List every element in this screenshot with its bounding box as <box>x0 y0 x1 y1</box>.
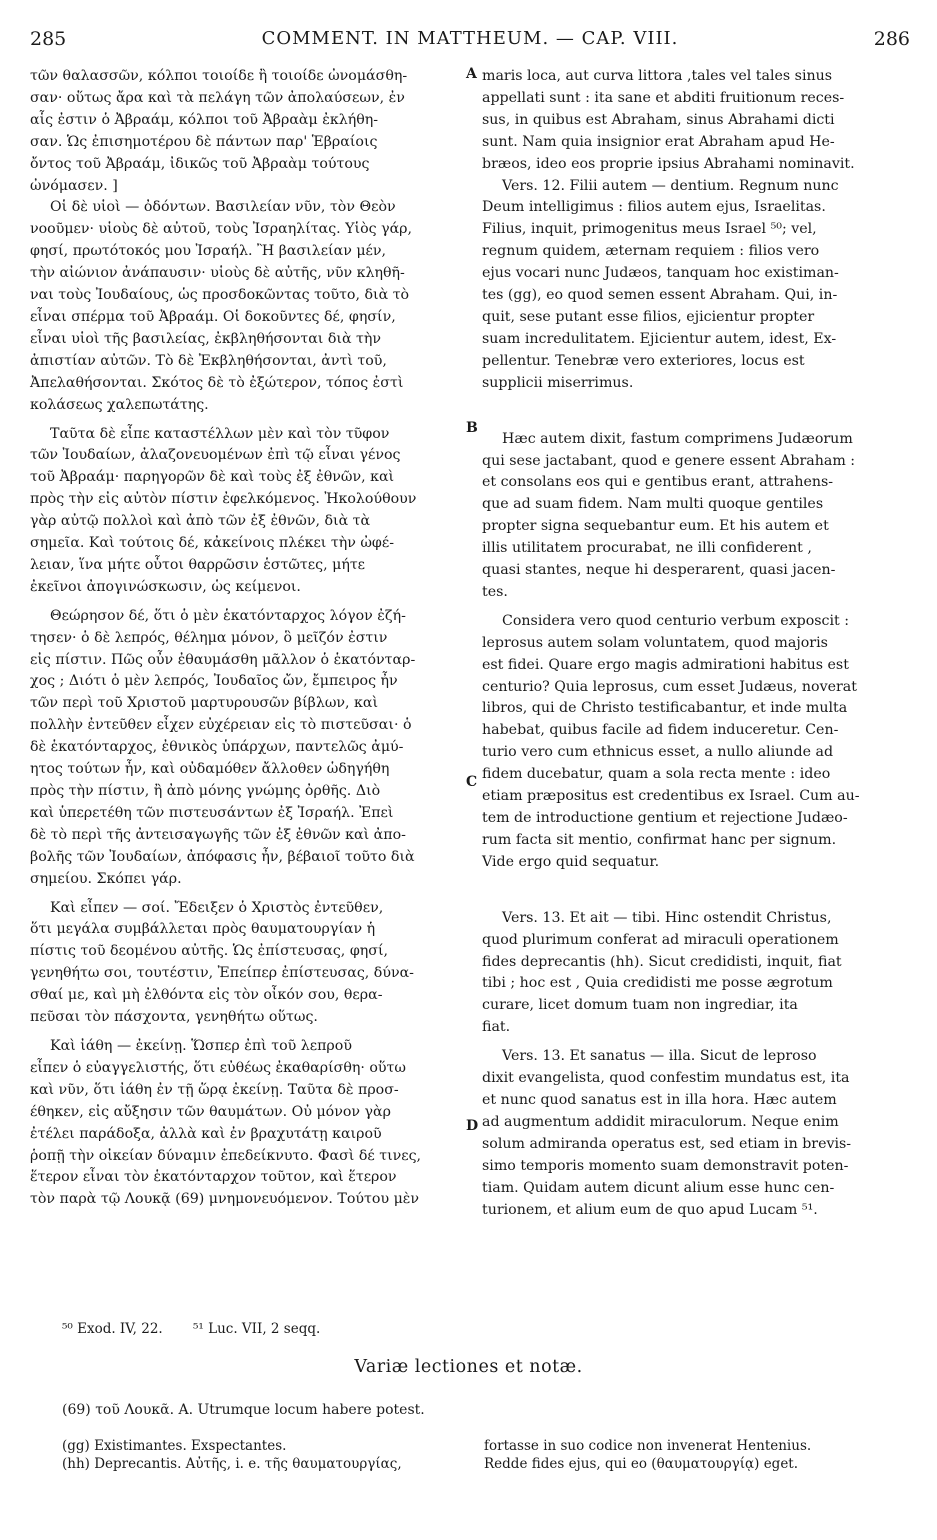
latin-line: bræos, ideo eos proprie ipsius Abrahami nominavit. <box>482 155 855 172</box>
greek-line: εἶναι υἱοὶ τῆς βασιλείας, ἐκβληθήσονται διὰ τὴν <box>30 330 382 347</box>
latin-line: que ad suam fidem. Nam multi quoque gentiles <box>482 496 824 513</box>
greek-line: τῶν θαλασσῶν, κόλποι τοιοίδε ἢ τοιοίδε ὠνομάσθη- <box>30 68 408 84</box>
footnote: ⁵⁰ Exod. IV, 22. <box>62 1321 163 1337</box>
greek-line: ἀπιστίαν αὐτῶν. Τὸ δὲ Ἐκβληθήσονται, ἀντὶ τοῦ, <box>30 352 387 369</box>
greek-line: ἕτερον εἶναι τὸν ἑκατόνταρχον τοῦτον, καὶ ἕτερον <box>30 1169 397 1186</box>
footnotes <box>62 1321 346 1337</box>
greek-line: φησί, πρωτότοκός μου Ἰσραήλ. Ἢ βασιλείαν μέν, <box>30 243 387 260</box>
latin-line: quasi stantes, neque hi desperarent, quasi jacen- <box>482 562 836 579</box>
greek-line: εἶναι σπέρμα τοῦ Ἀβραάμ. Οἱ δοκοῦντες δέ, φησίν, <box>30 308 396 325</box>
greek-line: ναι τοὺς Ἰουδαίους, ὡς προσδοκῶντας τοῦτο, διὰ τὸ <box>30 287 410 304</box>
latin-line: propter signa sequebantur eum. Et his autem et <box>482 518 829 535</box>
latin-line: Vers. 13. Et sanatus — illa. Sicut de leproso <box>502 1048 817 1065</box>
greek-line: δὲ ἑκατόνταρχος, ἐθνικὸς ὑπάρχων, παντελῶς ἀμύ- <box>30 739 404 756</box>
greek-line: καὶ νῦν, ὅτι ἰάθη ἐν τῇ ὥρᾳ ἐκείνῃ. Ταῦτα δὲ προσ- <box>30 1081 399 1098</box>
greek-line: κολάσεως χαλεπωτάτης. <box>30 396 209 413</box>
greek-line: τὸν παρὰ τῷ Λουκᾷ (69) μνημονευόμενον. Τούτου μὲν <box>30 1191 420 1208</box>
greek-line: σημεῖα. Καὶ τούτοις δέ, κἀκείνοις πλέκει τὴν ὠφέ- <box>30 535 395 552</box>
latin-line: qui sese jactabant, quod e genere essent Abraham : <box>482 452 856 469</box>
latin-line: dixit evangelista, quod confestim mundatus est, ita <box>482 1070 850 1087</box>
latin-line: sus, in quibus est Abraham, sinus Abrahami dicti <box>482 111 835 128</box>
greek-line: ῥοπῇ τὴν οἰκείαν δύναμιν ἐπεδείκνυτο. Φασὶ δέ τινες, <box>30 1147 422 1164</box>
latin-line: sunt. Nam quia insignior erat Abraham apud He- <box>482 133 835 150</box>
latin-line: illis utilitatem procurabat, ne illi confiderent , <box>482 540 812 557</box>
latin-line: appellati sunt : ita sane et abditi fruitionum reces- <box>482 89 845 106</box>
latin-line: tes (gg), eo quod semen essent Abraham. Qui, in- <box>482 287 838 304</box>
latin-line: leprosus autem solam voluntatem, quod majoris <box>482 634 828 651</box>
latin-line: turio vero cum ethnicus esset, a nullo aliunde ad <box>482 744 834 761</box>
latin-line: tibi ; hoc est , Quia credidisti me posse ægrotum <box>482 975 833 992</box>
greek-line: ἐκεῖνοι ἀπογινώσκωσιν, ὡς κείμενοι. <box>30 578 301 595</box>
greek-line: σθαί με, καὶ μὴ ἐλθόντα εἰς τὸν οἶκόν σου, θερα- <box>30 987 383 1004</box>
greek-line: ὄντος τοῦ Ἀβραάμ, ἰδικῶς τοῦ Ἀβραὰμ τούτους <box>30 155 370 172</box>
margin-letter-b: B <box>466 420 478 436</box>
footnote: ⁵¹ Luc. VII, 2 seqq. <box>193 1321 321 1337</box>
latin-line: ad augmentum addidit miraculorum. Neque enim <box>482 1113 839 1130</box>
greek-line: αἷς ἐστιν ὁ Ἀβραάμ, κόλποι τοῦ Ἀβραὰμ ἐκλήθη- <box>30 111 379 128</box>
greek-line: γὰρ αὐτῷ πολλοὶ καὶ ἀπὸ τῶν ἐξ ἐθνῶν, διὰ τὰ <box>30 513 371 530</box>
latin-column <box>482 66 902 1221</box>
variant-note: (hh) Deprecantis. Αὐτῆς, i. e. τῆς θαυματουργίας, <box>62 1456 402 1472</box>
variant-note: fortasse in suo codice non invenerat Hentenius. <box>484 1438 812 1454</box>
greek-line: νοοῦμεν· υἱοὺς δὲ αὐτοῦ, τοὺς Ἰσραηλίτας. Υἱὸς γάρ, <box>30 221 413 238</box>
greek-line: Ταῦτα δὲ εἶπε καταστέλλων μὲν καὶ τὸν τῦφον <box>50 425 390 442</box>
margin-letter-a: A <box>466 66 477 82</box>
greek-line: χος ; Διότι ὁ μὲν λεπρός, Ἰουδαῖος ὤν, ἔμπειρος ἦν <box>30 673 398 690</box>
latin-line: simo temporis momento suam demonstravit poten- <box>482 1157 849 1174</box>
greek-line: τὴν αἰώνιον ἀνάπαυσιν· υἱοὺς δὲ αὐτῆς, νῦν κληθῆ- <box>30 265 405 282</box>
latin-line: regnum quidem, æternam requiem : filios vero <box>482 243 820 260</box>
latin-line: Vers. 13. Et ait — tibi. Hinc ostendit Christus, <box>502 909 832 926</box>
greek-line: πεῦσαι τὸν πάσχοντα, γενηθήτω οὕτως. <box>30 1009 318 1026</box>
greek-line: ὠνόμασεν. ] <box>30 177 118 194</box>
latin-line: ejus vocari nunc Judæos, tanquam hoc existiman- <box>482 265 839 282</box>
margin-letter-d: D <box>466 1118 479 1134</box>
latin-line: habebat, quibus facile ad fidem induceretur. Cen- <box>482 722 839 739</box>
greek-line: λειαν, ἵνα μήτε οὗτοι θαρρῶσιν ἑστῶτες, μήτε <box>30 556 366 573</box>
latin-line: tes. <box>482 583 508 600</box>
greek-line: εἶπεν ὁ εὐαγγελιστής, ὅτι εὐθέως ἐκαθαρίσθη· οὕτω <box>30 1059 406 1076</box>
greek-line: ητος τούτων ἦν, καὶ οὐδαμόθεν ἄλλοθεν ὡδηγήθη <box>30 761 390 778</box>
greek-line: Οἱ δὲ υἱοὶ — ὀδόντων. Βασιλείαν νῦν, τὸν Θεὸν <box>50 199 396 216</box>
greek-line: Καὶ εἶπεν — σοί. Ἔδειξεν ὁ Χριστὸς ἐντεῦθεν, <box>50 899 384 916</box>
greek-column <box>30 66 460 1211</box>
latin-line: est fidei. Quare ergo magis admirationi habitus est <box>482 656 849 673</box>
latin-line: fiat. <box>482 1019 511 1036</box>
greek-line: πρὸς τὴν εἰς αὐτὸν πίστιν ἐφελκόμενος. Ἠκολούθουν <box>30 491 417 508</box>
greek-line: δὲ τὸ περὶ τῆς ἀντεισαγωγῆς τῶν ἐξ ἐθνῶν καὶ ἀπο- <box>30 826 406 843</box>
latin-line: Considera vero quod centurio verbum exposcit : <box>502 612 850 629</box>
variant-note: (gg) Existimantes. Exspectantes. <box>62 1438 287 1454</box>
latin-line: et nunc quod sanatus est in illa hora. Hæc autem <box>482 1091 837 1108</box>
latin-line: libros, qui de Christo testificabantur, et inde multa <box>482 700 848 717</box>
latin-line: turionem, et alium eum de quo apud Lucam ⁵¹. <box>482 1201 818 1218</box>
latin-line: tem de introductione gentium et rejectione Judæo- <box>482 810 848 826</box>
variant-note-69: (69) τοῦ Λουκᾶ. A. Utrumque locum habere potest. <box>62 1402 425 1418</box>
latin-line: fides deprecantis (hh). Sicut credidisti, inquit, fiat <box>482 953 842 970</box>
greek-line: ὅτι μεγάλα συμβάλλεται πρὸς θαυματουργίαν ἡ <box>30 921 376 938</box>
greek-line: τῶν περὶ τοῦ Χριστοῦ μαρτυρουσῶν βίβλων, καὶ <box>30 695 379 712</box>
latin-line: pellentur. Tenebræ vero exteriores, locus est <box>482 352 805 369</box>
variae-heading: Variæ lectiones et notæ. <box>354 1357 583 1377</box>
greek-line: βολῆς τῶν Ἰουδαίων, ἀπόφασις ἦν, βέβαιοῖ τοῦτο διὰ <box>30 848 415 865</box>
latin-line: suam incredulitatem. Ejicientur autem, idest, Ex- <box>482 330 837 347</box>
latin-line: Vers. 12. Filii autem — dentium. Regnum nunc <box>502 177 839 194</box>
greek-line: σημείου. Σκόπει γάρ. <box>30 870 182 887</box>
latin-line: Deum intelligimus : filios autem ejus, Israelitas. <box>482 199 826 216</box>
notes-right-column <box>484 1437 904 1473</box>
latin-line: Vide ergo quid sequatur. <box>482 853 660 870</box>
greek-line: έθηκεν, εἰς αὔξησιν τῶν θαυμάτων. Οὐ μόνον γὰρ <box>30 1103 391 1120</box>
latin-line: et consolans eos qui e gentibus erant, attrahens- <box>482 474 834 491</box>
greek-line: πολλὴν ἐντεῦθεν εἶχεν εὐχέρειαν εἰς τὸ πιστεῦσαι· ὁ <box>30 717 412 734</box>
greek-line: τησεν· ὁ δὲ λεπρός, θέλημα μόνον, ὃ μεῖζόν ἐστιν <box>30 629 388 646</box>
margin-letter-c: C <box>466 774 478 790</box>
latin-line: Hæc autem dixit, fastum comprimens Judæorum <box>502 430 853 447</box>
greek-line: ἐτέλει παράδοξα, ἀλλὰ καὶ ἐν βραχυτάτῃ καιροῦ <box>30 1125 382 1142</box>
greek-line: σαν· οὕτως ἄρα καὶ τὰ πελάγη τῶν ἀπολαύσεων, ἐν <box>30 89 405 106</box>
latin-line: tiam. Quidam autem dicunt alium esse hunc cen- <box>482 1179 835 1196</box>
page-number-right: 286 <box>873 28 910 50</box>
greek-line: πίστις τοῦ δεομένου αὐτῆς. Ὡς ἐπίστευσας, φησί, <box>30 943 389 960</box>
page-number-left: 285 <box>30 28 67 50</box>
latin-line: quod plurimum conferat ad miraculi operationem <box>482 931 839 948</box>
variant-note: Redde fides ejus, qui eo (θαυματουργίᾳ) eget. <box>484 1456 799 1472</box>
latin-line: maris loca, aut curva littora ,tales vel tales sinus <box>482 68 833 84</box>
greek-line: καὶ ὑπερετέθη τῶν πιστευσάντων ἐξ Ἰσραήλ. Ἐπεὶ <box>30 804 394 821</box>
latin-line: rum facta sit mentio, confirmat hanc per signum. <box>482 831 837 848</box>
running-title: COMMENT. IN MATTHEUM. — CAP. VIII. <box>261 28 679 49</box>
latin-line: quit, sese putant esse filios, ejicientur propter <box>482 308 815 325</box>
latin-line: etiam præpositus est credentibus ex Israel. Cum au- <box>482 788 860 805</box>
greek-line: σαν. Ὡς ἐπισημοτέρου δὲ πάντων παρ' Ἑβραίοις <box>30 133 378 150</box>
latin-line: fidem ducebatur, quam a sola recta mente : ideo <box>482 766 831 783</box>
latin-line: curare, licet domum tuam non ingrediar, ita <box>482 997 798 1014</box>
greek-line: τοῦ Ἀβραάμ· παρηγορῶν δὲ καὶ τοὺς ἐξ ἐθνῶν, καὶ <box>30 469 395 486</box>
greek-line: πρὸς τὴν πίστιν, ἢ ἀπὸ μόνης γνώμης ὀρθῆς. Διὸ <box>30 783 381 799</box>
greek-line: Ἀπελαθήσονται. Σκότος δὲ τὸ ἐξώτερον, τόπος ἐστὶ <box>30 374 404 391</box>
running-header <box>30 8 910 50</box>
greek-line: εἰς πίστιν. Πῶς οὖν ἐθαυμάσθη μᾶλλον ὁ ἑκατόνταρ- <box>30 651 416 668</box>
greek-line: γενηθήτω σοι, τουτέστιν, Ἐπείπερ ἐπίστευσας, δύνα- <box>30 965 414 982</box>
latin-line: solum admiranda operatus est, sed etiam in brevis- <box>482 1135 852 1152</box>
latin-line: supplicii miserrimus. <box>482 374 634 391</box>
greek-line: τῶν Ἰουδαίων, ἀλαζονευομένων ἐπὶ τῷ εἶναι γένος <box>30 447 401 464</box>
greek-line: Καὶ ἰάθη — ἐκείνῃ. Ὥσπερ ἐπὶ τοῦ λεπροῦ <box>50 1037 352 1054</box>
greek-line: Θεώρησον δέ, ὅτι ὁ μὲν ἑκατόνταρχος λόγον ἐζή- <box>50 607 406 624</box>
latin-line: Filius, inquit, primogenitus meus Israel ⁵⁰; vel, <box>482 221 817 238</box>
notes-left-column <box>62 1437 472 1473</box>
latin-line: centurio? Quia leprosus, cum esset Judæus, noverat <box>482 678 857 695</box>
